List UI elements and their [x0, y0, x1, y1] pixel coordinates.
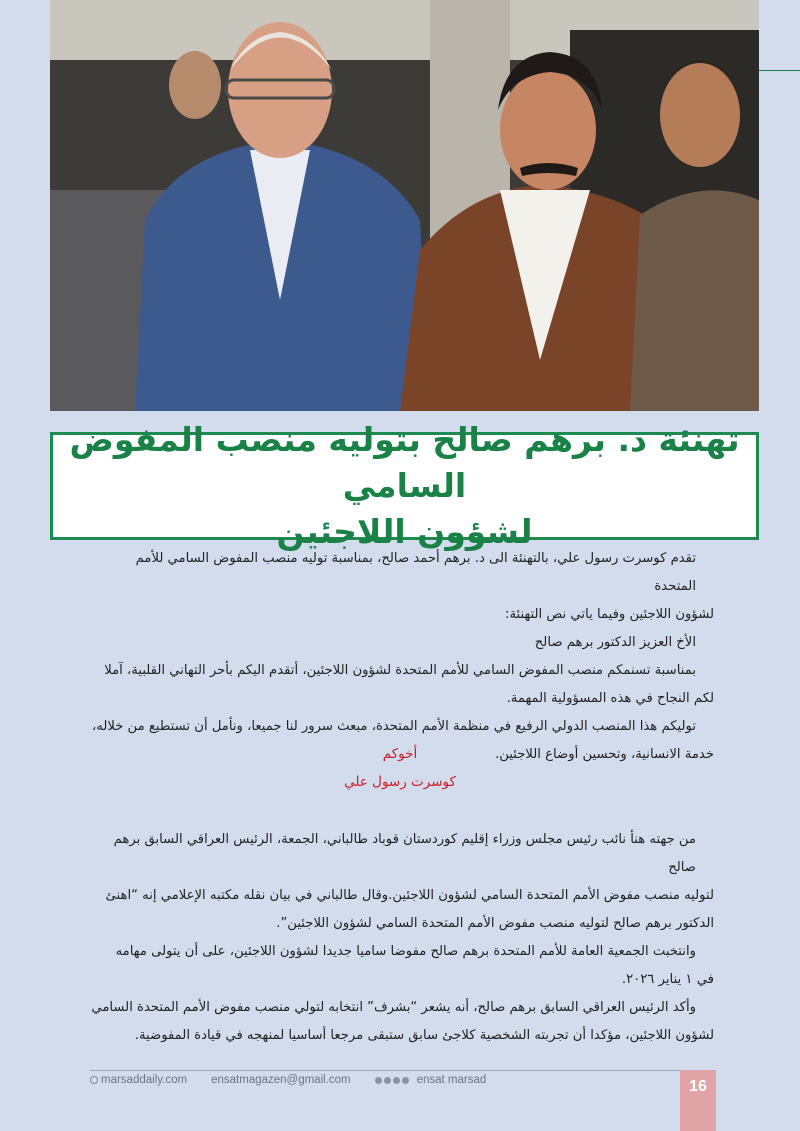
- twitter-icon: [384, 1077, 391, 1084]
- footer-social[interactable]: [375, 1074, 487, 1086]
- letter-intro-line-1: تقدم كوسرت رسول علي، بالتهنئة الى د. برهم أحمد صالح، بمناسبة توليه منصب المفوض السامي للأمم المتحدة: [135, 551, 696, 594]
- top-accent-line: [759, 70, 800, 71]
- article-photo-illustration: [50, 0, 759, 411]
- footer-website-text: marsaddaily.com: [101, 1074, 188, 1086]
- letter-para1-line-2: لكم النجاح في هذه المسؤولية المهمة.: [506, 691, 714, 706]
- news-p1-line-2: لتوليه منصب مفوض الأمم المتحدة السامي لشؤون اللاجئين.وقال طالباني في بيان نقله مكتبه الإعلامي إنه “اهنئ: [105, 888, 714, 903]
- news-p1-line-1: من جهته هنأ نائب رئيس مجلس وزراء إقليم كوردستان قوباد طالباني، الجمعة، الرئيس العراقي السابق برهم صالح: [113, 832, 696, 875]
- news-p2-line-1: وانتخبت الجمعية العامة للأمم المتحدة برهم صالح مفوضا ساميا جديدا لشؤون اللاجئين، على أن يتولى مهامه: [115, 944, 696, 959]
- globe-icon: [90, 1076, 98, 1084]
- news-p3-line-2: لشؤون اللاجئين، مؤكدا أن تجربته الشخصية كلاجئ سابق ستبقى مرجعا أساسيا لمنهجه في قيادة المفوضية.: [134, 1028, 714, 1043]
- letter-signature: كوسرت رسول علي: [344, 774, 456, 790]
- footer-website[interactable]: [90, 1074, 187, 1086]
- news-p3-line-1: وأكد الرئيس العراقي السابق برهم صالح، أنه يشعر “بشرف” انتخابه لتولي منصب مفوض الأمم المتحدة السامي: [91, 1000, 696, 1015]
- letter-para1-line-1: بمناسبة تسنمكم منصب المفوض السامي للأمم المتحدة لشؤون اللاجئين، أتقدم اليكم بأحر التهاني القلبية، آملا: [104, 663, 696, 678]
- facebook-icon: [375, 1077, 382, 1084]
- letter-body: [90, 545, 714, 769]
- news-p1-line-3: الدكتور برهم صالح لتوليه منصب مفوض الأمم المتحدة السامي لشؤون اللاجئين”.: [276, 916, 714, 931]
- letter-para2-line-2: خدمة الانسانية، وتحسين أوضاع اللاجئين.: [495, 747, 714, 762]
- headline-box: [50, 420, 759, 551]
- article-photo: [50, 0, 759, 411]
- letter-intro-line-2: لشؤون اللاجئين وفيما ياتي نص التهنئة:: [505, 607, 714, 622]
- letter-salutation: الأخ العزيز الدكتور برهم صالح: [534, 635, 696, 650]
- news-body: [90, 826, 714, 1050]
- headline-line-1: تهنئة د. برهم صالح بتوليه منصب المفوض السامي: [69, 420, 740, 505]
- telegram-icon: [402, 1077, 409, 1084]
- news-p2-line-2: في ١ يناير ٢٠٢٦.: [621, 972, 714, 987]
- letter-closing: أخوكم: [382, 746, 418, 762]
- footer-social-handle: ensat marsad: [416, 1074, 487, 1086]
- footer-email[interactable]: [211, 1074, 351, 1086]
- social-icons: [375, 1077, 411, 1084]
- page-number: 16: [680, 1070, 716, 1131]
- footer: [90, 1072, 510, 1088]
- footer-divider: [90, 1070, 680, 1071]
- headline-line-2: لشؤون اللاجئين: [276, 512, 533, 551]
- letter-para2-line-1: توليكم هذا المنصب الدولي الرفيع في منظمة الأمم المتحدة، مبعث سرور لنا جميعا، ونأمل أن تستطيع من خلاله،: [92, 719, 696, 734]
- instagram-icon: [393, 1077, 400, 1084]
- footer-email-text: ensatmagazen@gmail.com: [211, 1074, 351, 1086]
